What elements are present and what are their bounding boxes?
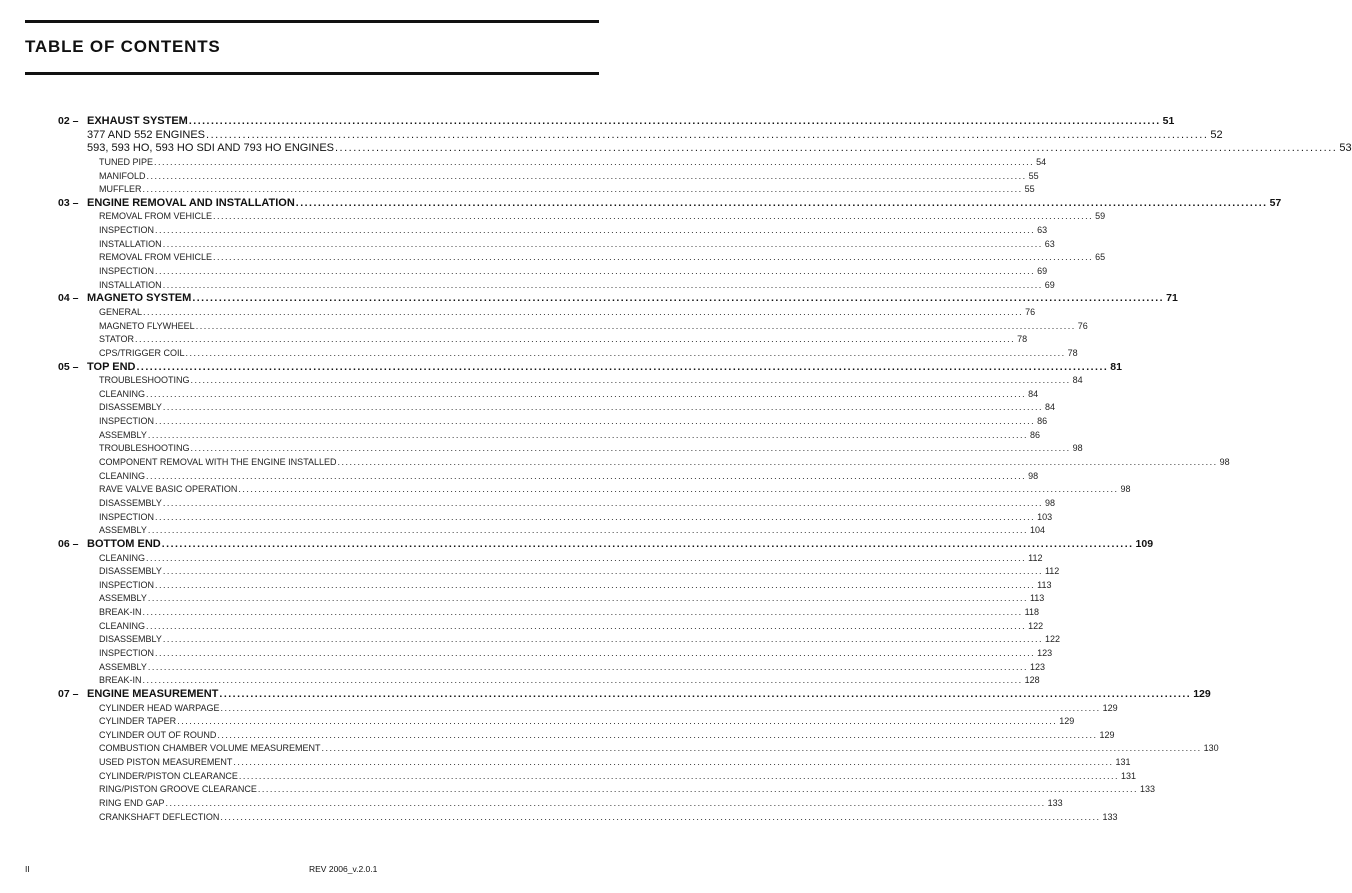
toc-entry-label: CPS/TRIGGER COIL [99,347,185,358]
toc-entry-label: TROUBLESHOOTING [99,375,190,386]
toc-topic-row[interactable] [58,238,1055,252]
toc-entry-label: RING/PISTON GROOVE CLEARANCE [99,784,257,795]
toc-entry-page-number: 129 [1099,729,1115,740]
toc-topic-row[interactable] [58,702,1118,716]
toc-entry-page-number: 112 [1044,566,1060,577]
toc-entry-label: CYLINDER OUT OF ROUND [99,729,217,740]
toc-entry-page-number: 104 [1029,525,1045,536]
toc-entry-page-number: 63 [1044,238,1055,249]
toc-entry-page-number: 130 [1203,743,1219,754]
toc-entry-page-number: 118 [1024,607,1039,618]
toc-entry-label: RING END GAP [99,798,165,809]
toc-entry-page-number: 112 [1028,552,1043,563]
toc-topic-row[interactable] [58,265,1048,279]
toc-entry-page-number: 98 [1120,484,1131,495]
toc-entry-page-number: 69 [1044,279,1055,290]
dot-leader: ............................................................................................................................................................................................................................ [195,320,1076,331]
toc-entry-label: INSTALLATION [99,279,162,290]
toc-topic-row[interactable] [58,729,1115,743]
toc-entry-label: INSPECTION [99,225,155,236]
toc-section-row[interactable] [58,128,1223,143]
toc-topic-row[interactable] [58,497,1055,511]
toc-topic-row[interactable] [58,661,1045,675]
toc-entry-page-number: 51 [1162,115,1175,127]
toc-entry-page-number: 129 [1193,687,1211,700]
toc-topic-row[interactable] [58,674,1040,688]
dot-leader: ............................................................................................................................................................................................................................ [213,252,1094,263]
toc-entry-page-number: 76 [1077,320,1088,331]
toc-topic-row[interactable] [58,456,1230,470]
toc-entry-label: ASSEMBLY [99,661,147,672]
toc-entry-label: TOP END [87,360,136,373]
dot-leader: ............................................................................................................................................................................................................................ [146,552,1027,563]
dot-leader: ............................................................................................................................................................................................................................ [233,757,1114,768]
toc-entry-page-number: 98 [1028,470,1039,481]
dot-leader: ............................................................................................................................................................................................................................ [142,675,1023,686]
dot-leader: ............................................................................................................................................................................................................................ [162,279,1043,290]
toc-entry-page-number: 57 [1269,196,1282,209]
toc-entry-label: INSPECTION [99,511,155,522]
toc-entry-label: REMOVAL FROM VEHICLE [99,252,213,263]
toc-entry-label: ASSEMBLY [99,593,147,604]
toc-entry-page-number: 84 [1044,402,1055,413]
toc-topic-row[interactable] [58,524,1045,538]
dot-leader: ............................................................................................................................................................................................................................ [165,798,1046,809]
toc-entry-label: 377 AND 552 ENGINES [87,128,206,141]
toc-entry-label: COMPONENT REMOVAL WITH THE ENGINE INSTALLED [99,457,337,468]
chapter-number: 03 – [58,196,79,209]
chapter-number: 05 – [58,360,79,373]
toc-entry-page-number: 69 [1037,266,1048,277]
toc-entry-label: BREAK-IN [99,675,142,686]
toc-entry-page-number: 133 [1102,811,1118,822]
toc-entry-page-number: 129 [1102,702,1118,713]
toc-topic-row[interactable] [58,770,1137,784]
toc-entry-page-number: 128 [1024,675,1040,686]
toc-topic-row[interactable] [58,333,1028,347]
toc-entry-page-number: 54 [1036,156,1047,167]
toc-entry-label: MAGNETO SYSTEM [87,292,192,305]
toc-entry-page-number: 86 [1029,429,1040,440]
dot-leader: ............................................................................................................................................................................................................................ [146,388,1027,399]
toc-entry-label: MANIFOLD [99,170,146,181]
toc-entry-page-number: 129 [1059,716,1075,727]
toc-entry-page-number: 113 [1037,579,1052,590]
dot-leader: ............................................................................................................................................................................................................................ [147,429,1028,440]
toc-entry-label: USED PISTON MEASUREMENT [99,757,233,768]
toc-topic-row[interactable] [58,511,1053,525]
toc-entry-page-number: 103 [1037,511,1053,522]
toc-entry-page-number: 98 [1072,443,1083,454]
header-top-rule [25,20,599,23]
toc-entry-label: CLEANING [99,388,146,399]
toc-entry-page-number: 86 [1037,416,1048,427]
dot-leader: ............................................................................................................................................................................................................................ [155,511,1036,522]
toc-topic-row[interactable] [58,783,1156,797]
toc-entry-page-number: 84 [1028,388,1039,399]
toc-entry-page-number: 131 [1115,757,1131,768]
toc-entry-label: CRANKSHAFT DEFLECTION [99,811,220,822]
toc-topic-row[interactable] [58,347,1078,361]
toc-entry-label: BOTTOM END [87,537,161,550]
toc-entry-label: ENGINE REMOVAL AND INSTALLATION [87,196,295,209]
dot-leader: ............................................................................................................................................................................................................................ [155,225,1036,236]
dot-leader: ............................................................................................................................................................................................................................ [206,128,1209,141]
toc-topic-row[interactable] [58,565,1060,579]
toc-topic-row[interactable] [58,170,1039,184]
toc-topic-row[interactable] [58,401,1055,415]
toc-topic-row[interactable] [58,210,1106,224]
toc-topic-row[interactable] [58,579,1052,593]
toc-entry-page-number: 55 [1028,170,1039,181]
toc-entry-label: EXHAUST SYSTEM [87,115,188,127]
toc-entry-label: MAGNETO FLYWHEEL [99,320,195,331]
toc-entry-label: TUNED PIPE [99,156,154,167]
toc-entry-page-number: 131 [1120,770,1137,781]
dot-leader: ............................................................................................................................................................................................................................ [335,142,1338,155]
toc-entry-label: MUFFLER [99,184,142,195]
toc-chapter-row[interactable] [58,360,1122,375]
chapter-number: 02 – [58,115,79,127]
dot-leader: ............................................................................................................................................................................................................................ [190,375,1071,386]
dot-leader: ............................................................................................................................................................................................................................ [146,170,1027,181]
dot-leader: ............................................................................................................................................................................................................................ [161,537,1134,550]
toc-entry-page-number: 98 [1044,497,1055,508]
dot-leader: ............................................................................................................................................................................................................................ [155,579,1036,590]
toc-topic-row[interactable] [58,442,1083,456]
dot-leader: ............................................................................................................................................................................................................................ [185,347,1066,358]
toc-topic-row[interactable] [58,306,1036,320]
toc-entry-page-number: 59 [1095,211,1106,222]
toc-topic-row[interactable] [58,756,1131,770]
toc-entry-page-number: 81 [1110,360,1122,373]
dot-leader: ............................................................................................................................................................................................................................ [238,484,1119,495]
toc-entry-page-number: 122 [1044,634,1060,645]
dot-leader: ............................................................................................................................................................................................................................ [147,661,1028,672]
dot-leader: ............................................................................................................................................................................................................................ [155,647,1036,658]
toc-entry-label: ASSEMBLY [99,525,147,536]
toc-entry-label: RAVE VALVE BASIC OPERATION [99,484,238,495]
toc-topic-row[interactable] [58,633,1060,647]
toc-topic-row[interactable] [58,320,1088,334]
dot-leader: ............................................................................................................................................................................................................................ [238,770,1119,781]
toc-topic-row[interactable] [58,388,1039,402]
toc-entry-label: CYLINDER/PISTON CLEARANCE [99,770,238,781]
dot-leader: ............................................................................................................................................................................................................................ [135,334,1016,345]
dot-leader: ............................................................................................................................................................................................................................ [190,443,1071,454]
dot-leader: ............................................................................................................................................................................................................................ [162,238,1043,249]
dot-leader: ............................................................................................................................................................................................................................ [142,607,1023,618]
toc-entry-page-number: 78 [1067,347,1078,358]
toc-entry-page-number: 55 [1024,184,1035,195]
dot-leader: ............................................................................................................................................................................................................................ [321,743,1202,754]
dot-leader: ............................................................................................................................................................................................................................ [147,525,1028,536]
toc-topic-row[interactable] [58,279,1055,293]
toc-topic-row[interactable] [58,224,1048,238]
dot-leader: ............................................................................................................................................................................................................................ [162,566,1043,577]
toc-entry-label: DISASSEMBLY [99,634,162,645]
toc-topic-row[interactable] [58,647,1053,661]
dot-leader: ............................................................................................................................................................................................................................ [192,292,1165,305]
toc-chapter-row[interactable] [58,292,1178,306]
toc-entry-label: DISASSEMBLY [99,566,162,577]
toc-topic-row[interactable] [58,415,1048,429]
dot-leader: ............................................................................................................................................................................................................................ [295,196,1268,209]
toc-chapter-row[interactable] [58,687,1211,702]
dot-leader: ............................................................................................................................................................................................................................ [188,115,1161,127]
toc-entry-page-number: 63 [1037,225,1048,236]
dot-leader: ............................................................................................................................................................................................................................ [154,156,1035,167]
dot-leader: ............................................................................................................................................................................................................................ [155,266,1036,277]
toc-topic-row[interactable] [58,183,1035,197]
toc-entry-label: INSPECTION [99,416,155,427]
dot-leader: ............................................................................................................................................................................................................................ [220,811,1101,822]
dot-leader: ............................................................................................................................................................................................................................ [147,593,1028,604]
footer-page-number: II [25,864,30,874]
dot-leader: ............................................................................................................................................................................................................................ [257,784,1138,795]
toc-topic-row[interactable] [58,742,1219,756]
toc-topic-row[interactable] [58,483,1131,497]
toc-entry-label: TROUBLESHOOTING [99,443,190,454]
toc-entry-label: REMOVAL FROM VEHICLE [99,211,213,222]
toc-topic-row[interactable] [58,470,1039,484]
toc-entry-page-number: 52 [1210,128,1223,141]
toc-entry-page-number: 65 [1095,252,1106,263]
dot-leader: ............................................................................................................................................................................................................................ [219,687,1192,700]
dot-leader: ............................................................................................................................................................................................................................ [162,402,1043,413]
chapter-number: 07 – [58,687,79,700]
toc-entry-page-number: 53 [1339,142,1352,155]
dot-leader: ............................................................................................................................................................................................................................ [155,416,1036,427]
toc-entry-page-number: 133 [1139,784,1156,795]
toc-entry-page-number: 113 [1029,593,1045,604]
toc-entry-label: CLEANING [99,552,146,563]
toc-entry-page-number: 109 [1135,537,1154,550]
toc-topic-row[interactable] [58,374,1083,388]
toc-topic-row[interactable] [58,429,1040,443]
toc-topic-row[interactable] [58,797,1063,811]
toc-topic-row[interactable] [58,156,1047,170]
dot-leader: ............................................................................................................................................................................................................................ [142,184,1023,195]
toc-chapter-row[interactable] [58,537,1154,552]
toc-topic-row[interactable] [58,620,1044,634]
dot-leader: ............................................................................................................................................................................................................................ [177,716,1058,727]
toc-entry-label: 593, 593 HO, 593 HO SDI AND 793 HO ENGINES [87,142,334,155]
toc-entry-label: INSPECTION [99,579,155,590]
dot-leader: ............................................................................................................................................................................................................................ [146,620,1027,631]
dot-leader: ............................................................................................................................................................................................................................ [337,457,1218,468]
toc-topic-row[interactable] [58,592,1045,606]
toc-entry-label: BREAK-IN [99,607,142,618]
toc-entry-label: CYLINDER TAPER [99,716,177,727]
table-of-contents [58,115,1352,824]
dot-leader: ............................................................................................................................................................................................................................ [136,360,1109,373]
toc-entry-label: INSTALLATION [99,238,162,249]
toc-entry-label: ASSEMBLY [99,429,147,440]
toc-entry-label: INSPECTION [99,266,155,277]
toc-entry-label: ENGINE MEASUREMENT [87,687,219,700]
dot-leader: ............................................................................................................................................................................................................................ [162,497,1043,508]
toc-entry-label: CLEANING [99,620,146,631]
dot-leader: ............................................................................................................................................................................................................................ [143,306,1024,317]
dot-leader: ............................................................................................................................................................................................................................ [220,702,1101,713]
toc-chapter-row[interactable] [58,115,1175,129]
toc-topic-row[interactable] [58,251,1106,265]
toc-entry-page-number: 78 [1017,334,1028,345]
toc-topic-row[interactable] [58,552,1043,566]
toc-entry-page-number: 71 [1166,292,1178,305]
toc-topic-row[interactable] [58,606,1039,620]
header-bottom-rule [25,72,599,75]
toc-entry-label: GENERAL [99,306,143,317]
toc-entry-label: INSPECTION [99,647,155,658]
toc-entry-label: DISASSEMBLY [99,402,162,413]
toc-topic-row[interactable] [58,715,1075,729]
toc-entry-page-number: 133 [1047,798,1063,809]
page-title: TABLE OF CONTENTS [25,37,221,56]
toc-topic-row[interactable] [58,811,1118,825]
toc-section-row[interactable] [58,142,1352,156]
dot-leader: ............................................................................................................................................................................................................................ [146,470,1027,481]
footer-revision: REV 2006_v.2.0.1 [309,864,378,874]
toc-entry-label: COMBUSTION CHAMBER VOLUME MEASUREMENT [99,743,321,754]
dot-leader: ............................................................................................................................................................................................................................ [162,634,1043,645]
toc-entry-page-number: 123 [1029,661,1045,672]
toc-entry-page-number: 122 [1028,620,1044,631]
toc-entry-label: CYLINDER HEAD WARPAGE [99,702,220,713]
toc-entry-page-number: 76 [1025,306,1036,317]
toc-chapter-row[interactable] [58,196,1282,211]
dot-leader: ............................................................................................................................................................................................................................ [217,729,1098,740]
toc-entry-label: STATOR [99,334,135,345]
dot-leader: ............................................................................................................................................................................................................................ [213,211,1094,222]
chapter-number: 06 – [58,537,79,550]
toc-entry-page-number: 84 [1072,375,1083,386]
toc-entry-page-number: 98 [1219,457,1230,468]
toc-entry-page-number: 123 [1037,647,1053,658]
toc-entry-label: DISASSEMBLY [99,497,162,508]
toc-entry-label: CLEANING [99,470,146,481]
chapter-number: 04 – [58,292,79,305]
